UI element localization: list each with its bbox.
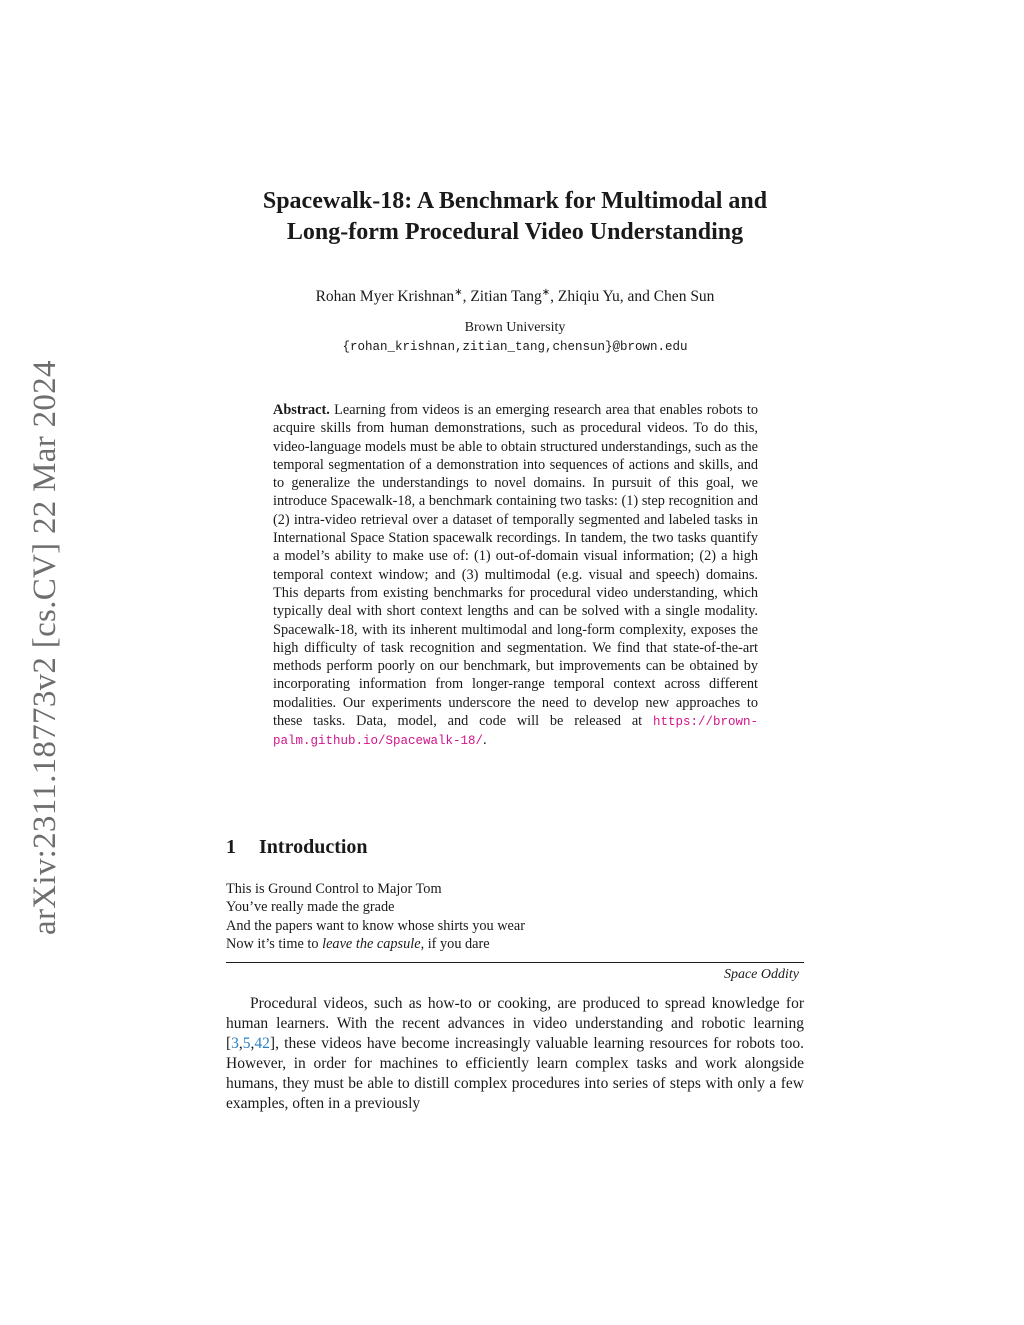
citation-separator: , <box>238 1035 243 1052</box>
epigraph-line-4 <box>226 935 525 953</box>
affiliation: Brown University <box>464 320 566 335</box>
abstract <box>273 401 758 751</box>
epigraph-line-2: You’ve really made the grade <box>226 899 395 916</box>
author-emails: {rohan_krishnan,zitian_tang,chensun}@brown.edu <box>342 340 688 354</box>
citation-link[interactable]: 42 <box>254 1035 270 1052</box>
citation-link[interactable]: 3 <box>231 1035 239 1052</box>
citation-separator: , <box>250 1035 255 1052</box>
epigraph-line-1: This is Ground Control to Major Tom <box>226 881 442 897</box>
abstract-end: . <box>483 732 487 749</box>
section-title: Introduction <box>259 836 368 858</box>
author-1: Rohan Myer Krishnan <box>315 288 455 306</box>
abstract-text: Learning from videos is an emerging research area that enables robots to acquire skills from human demonstrations, such as procedural videos. To do this, video-language models must be able to obtain structured understandings, such as the temporal segmentation of a demonstration into sequences of actions and skills, and to generalize the understandings to novel domains. In pursuit of this goal, we introduce Spacewalk-18, a benchmark containing two tasks: (1) step recognition and (2) intra-video retrieval over a dataset of temporally segmented and labeled tasks in International Space Station spacewalk recordings. In tandem, the two tasks quantify a model’s ability to make use of: (1) out-of-domain visual information; (2) a high temporal context window; and (3) multimodal (e.g. visual and speech) domains. This departs from existing benchmarks for procedural video understanding, which typically deal with short context lengths and can be solved with a single modality. Spacewalk-18, with its inherent multimodal and long-form complexity, exposes the high difficulty of task recognition and segmentation. We find that state-of-the-art methods perform poorly on our benchmark, but improvements can be obtained by incorporating information from longer-range temporal context across different modalities. Our experiments underscore the need to develop new approaches to these tasks. Data, model, and code will be released at <box>273 402 759 730</box>
section-number: 1 <box>226 836 236 858</box>
author-list: Rohan Myer Krishnan∗, Zitian Tang∗, Zhiqiu Yu, and Chen Sun <box>315 287 715 306</box>
arxiv-identifier: arXiv:2311.18773v2 [cs.CV] 22 Mar 2024 <box>27 360 63 935</box>
title-line-2: Long-form Procedural Video Understanding <box>286 219 744 245</box>
paragraph-text-b: ], these videos have become increasingly valuable learning resources for robots too. However, in order for machines to efficiently learn complex tasks and work alongside humans, they must be able to distill complex procedures into series of steps with only a few examples, often in a previously <box>226 1035 804 1112</box>
epigraph-line-4-post: , if you dare <box>420 935 490 952</box>
section-heading-introduction <box>226 835 368 859</box>
project-link[interactable]: https://brown-palm.github.io/Spacewalk-18/ <box>273 715 758 749</box>
authors-rest: Zhiqiu Yu, and Chen Sun <box>557 288 715 306</box>
paper-title <box>200 186 830 248</box>
intro-paragraph <box>226 994 804 1114</box>
citation-link[interactable]: 5 <box>242 1035 251 1052</box>
equal-contribution-mark: ∗ <box>454 287 463 298</box>
equal-contribution-mark: ∗ <box>541 287 551 298</box>
epigraph-line-3: And the papers want to know whose shirts you wear <box>226 917 525 934</box>
epigraph <box>226 880 525 953</box>
epigraph-divider <box>226 962 804 963</box>
author-2: Zitian Tang <box>470 288 542 306</box>
paragraph-text-a: Procedural videos, such as how-to or cooking, are produced to spread knowledge for human learners. With the recent advances in video understanding and robotic learning [ <box>226 995 804 1052</box>
title-line-1: Spacewalk-18: A Benchmark for Multimodal and <box>262 188 768 214</box>
abstract-label: Abstract. <box>273 402 330 418</box>
epigraph-line-4-pre: Now it’s time to <box>226 935 323 952</box>
epigraph-line-4-italic: leave the capsule <box>322 935 421 952</box>
epigraph-source: Space Oddity <box>723 967 799 982</box>
